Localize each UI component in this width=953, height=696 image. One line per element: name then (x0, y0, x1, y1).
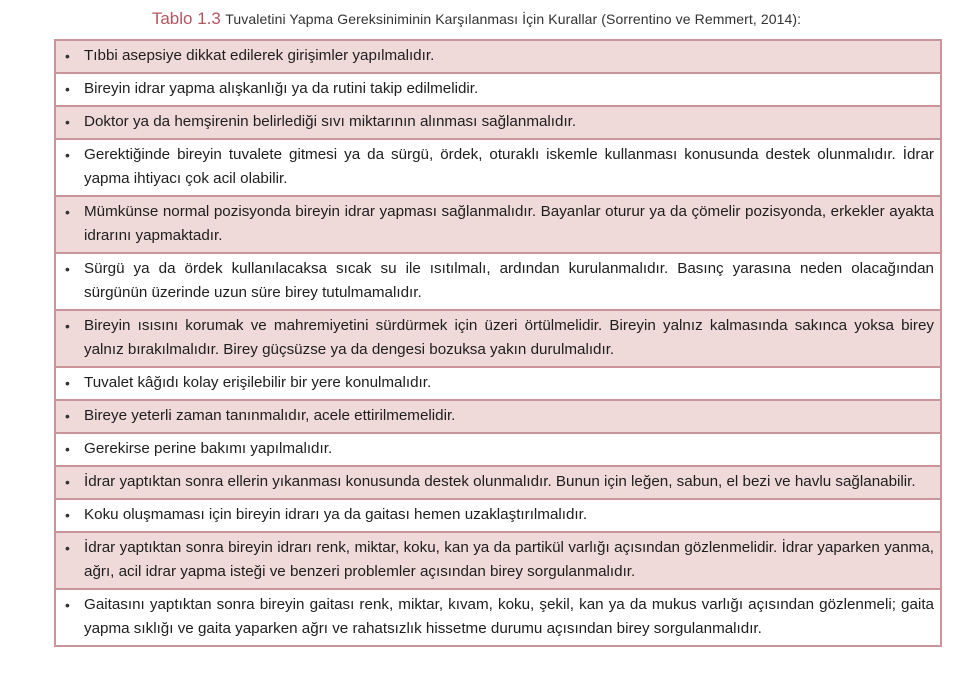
rule-cell (55, 367, 941, 400)
table-row (55, 73, 941, 106)
table-row (55, 433, 941, 466)
rule-cell (55, 139, 941, 196)
rule-text: Tuvalet kâğıdı kolay erişilebilir bir yere konulmalıdır. (84, 374, 432, 391)
rule-text: Sürgü ya da ördek kullanılacaksa sıcak su ile ısıtılmalı, ardından kurulanmalıdır. Basınç yarasına neden olacağından sürgünün üzerinde uzun süre birey tutulmamalıdır. (84, 260, 934, 301)
table-row (55, 106, 941, 139)
rule-text: Gaitasını yaptıktan sonra bireyin gaitası renk, miktar, kıvam, koku, şekil, kan ya da mukus varlığı açısından gözlenmeli; gaita yapma sıklığı ve gaita yaparken ağrı ve rahatsızlık hissetme durumu açısından birey sorgulanmalıdır. (84, 596, 934, 637)
rules-table-body (55, 40, 941, 646)
rule-text: Bireyin idrar yapma alışkanlığı ya da rutini takip edilmelidir. (84, 80, 479, 97)
bullet-icon: • (65, 81, 70, 97)
bullet-icon: • (65, 147, 70, 163)
table-row (55, 40, 941, 73)
rule-text: Doktor ya da hemşirenin belirlediği sıvı miktarının alınması sağlanmalıdır. (84, 113, 577, 130)
bullet-icon: • (65, 375, 70, 391)
table-row (55, 139, 941, 196)
rules-table (54, 39, 942, 647)
rule-cell (55, 466, 941, 499)
bullet-icon: • (65, 318, 70, 334)
rule-cell (55, 589, 941, 646)
bullet-icon: • (65, 204, 70, 220)
bullet-icon: • (65, 474, 70, 490)
bullet-icon: • (65, 261, 70, 277)
rule-text: Gerektiğinde bireyin tuvalete gitmesi ya da sürgü, ördek, oturaklı iskemle kullanması konusunda destek olunmalıdır. İdrar yapma ihtiyacı çok acil olabilir. (84, 146, 934, 187)
table-row (55, 310, 941, 367)
table-title: Tuvaletini Yapma Gereksiniminin Karşılanması İçin Kurallar (Sorrentino ve Remmert, 2014): (225, 11, 802, 27)
bullet-icon: • (65, 507, 70, 523)
bullet-icon: • (65, 441, 70, 457)
table-row (55, 499, 941, 532)
table-caption (0, 9, 953, 29)
table-row (55, 466, 941, 499)
rule-text: Bireyin ısısını korumak ve mahremiyetini sürdürmek için üzeri örtülmelidir. Bireyin yalnız kalmasında sakınca yoksa birey yalnız bırakılmalıdır. Birey güçsüzse ya da dengesi bozuksa yakın durulmalıdır. (84, 317, 934, 358)
rule-cell (55, 532, 941, 589)
rule-text: İdrar yaptıktan sonra ellerin yıkanması konusunda destek olunmalıdır. Bunun için leğen, sabun, el bezi ve havlu sağlanabilir. (84, 473, 916, 490)
rule-cell (55, 310, 941, 367)
bullet-icon: • (65, 597, 70, 613)
rule-cell (55, 196, 941, 253)
rule-text: İdrar yaptıktan sonra bireyin idrarı renk, miktar, koku, kan ya da partikül varlığı açısından gözlenmelidir. İdrar yaparken yanma, ağrı, acil idrar yapma isteği ve benzeri problemler açısından birey sorgulanmalıdır. (84, 539, 934, 580)
rule-cell (55, 40, 941, 73)
table-row (55, 367, 941, 400)
bullet-icon: • (65, 114, 70, 130)
table-row (55, 589, 941, 646)
table-row (55, 196, 941, 253)
bullet-icon: • (65, 408, 70, 424)
table-row (55, 253, 941, 310)
rule-text: Bireye yeterli zaman tanınmalıdır, acele ettirilmemelidir. (84, 407, 456, 424)
table-number: Tablo 1.3 (151, 9, 221, 28)
rule-cell (55, 400, 941, 433)
bullet-icon: • (65, 48, 70, 64)
rule-text: Koku oluşmaması için bireyin idrarı ya da gaitası hemen uzaklaştırılmalıdır. (84, 506, 588, 523)
rule-text: Mümkünse normal pozisyonda bireyin idrar yapması sağlanmalıdır. Bayanlar oturur ya da çömelir pozisyonda, erkekler ayakta idrarını yapmaktadır. (84, 203, 934, 244)
rule-cell (55, 253, 941, 310)
rule-cell (55, 433, 941, 466)
rule-text: Tıbbi asepsiye dikkat edilerek girişimler yapılmalıdır. (84, 47, 435, 64)
rule-cell (55, 499, 941, 532)
rule-cell (55, 106, 941, 139)
rule-text: Gerekirse perine bakımı yapılmalıdır. (84, 440, 333, 457)
table-row (55, 532, 941, 589)
bullet-icon: • (65, 540, 70, 556)
table-row (55, 400, 941, 433)
rule-cell (55, 73, 941, 106)
